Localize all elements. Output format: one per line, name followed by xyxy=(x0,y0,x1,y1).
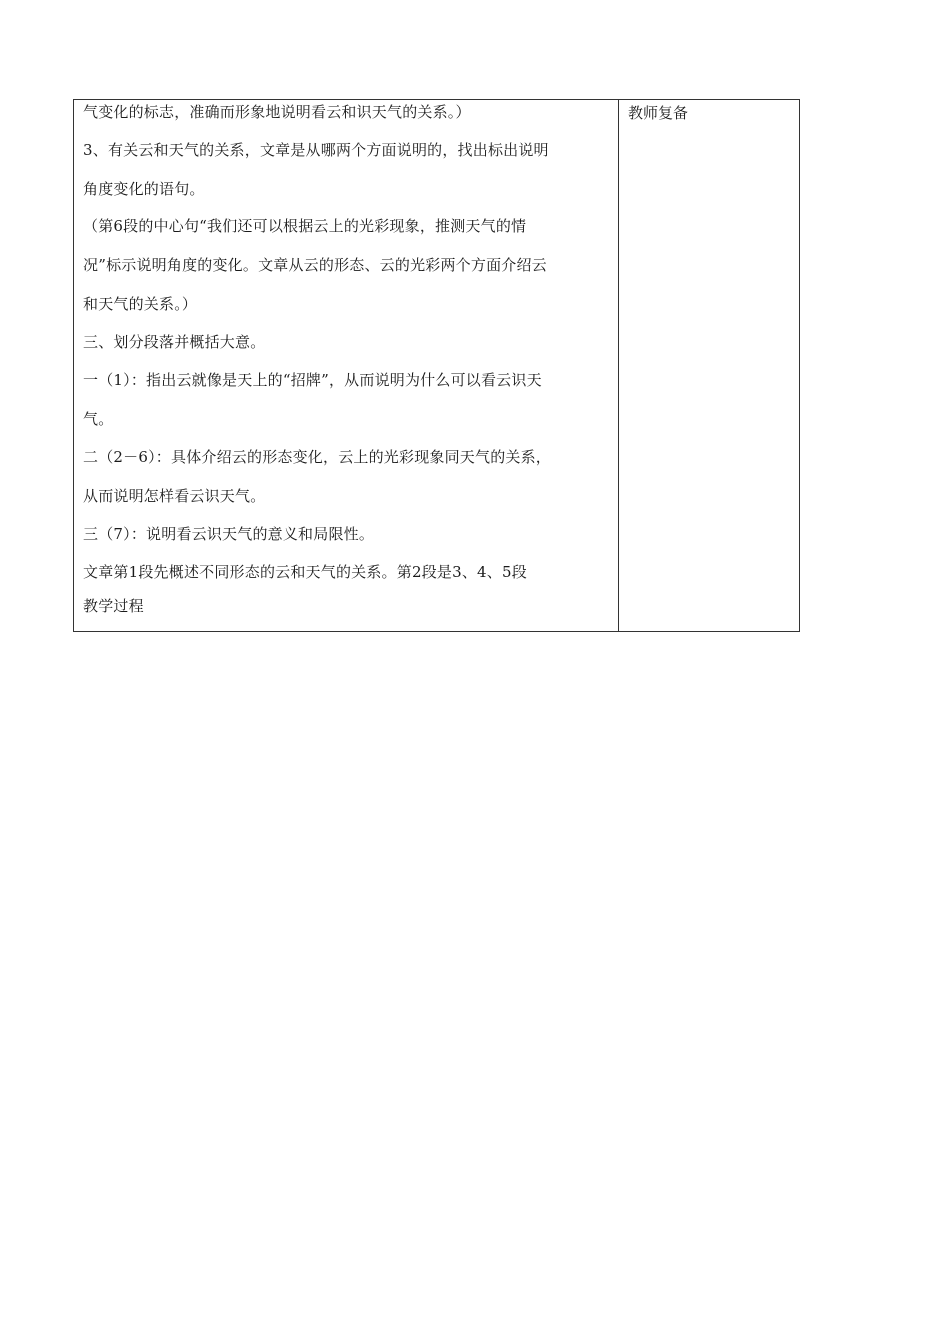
content-line-3: 角度变化的语句。 xyxy=(83,180,205,198)
content-line-1: 气变化的标志，准确而形象地说明看云和识天气的关系。） xyxy=(83,103,471,121)
content-line-4: （第6段的中心句“我们还可以根据云上的光彩现象，推测天气的情 xyxy=(83,217,527,235)
content-line-10: 二（2－6）：具体介绍云的形态变化，云上的光彩现象同天气的关系， xyxy=(83,448,551,466)
content-line-12: 三（7）：说明看云识天气的意义和局限性。 xyxy=(83,525,375,543)
content-line-9: 气。 xyxy=(83,410,114,428)
content-line-2: 3、有关云和天气的关系，文章是从哪两个方面说明的，找出标出说明 xyxy=(83,141,549,159)
lesson-table xyxy=(73,99,800,632)
lesson-content-column xyxy=(74,100,619,631)
content-line-8: 一（1）：指出云就像是天上的“招牌”，从而说明为什么可以看云识天 xyxy=(83,371,542,389)
content-line-7: 三、划分段落并概括大意。 xyxy=(83,333,266,351)
content-line-13: 文章第1段先概述不同形态的云和天气的关系。第2段是3、4、5段 xyxy=(83,563,527,581)
content-line-11: 从而说明怎样看云识天气。 xyxy=(83,487,266,505)
content-line-6: 和天气的关系。） xyxy=(83,295,198,313)
content-line-5: 况”标示说明角度的变化。文章从云的形态、云的光彩两个方面介绍云 xyxy=(83,256,547,274)
content-line-14: 教学过程 xyxy=(83,597,144,615)
teacher-review-label: 教师复备 xyxy=(628,104,689,122)
teacher-review-column xyxy=(619,100,799,631)
